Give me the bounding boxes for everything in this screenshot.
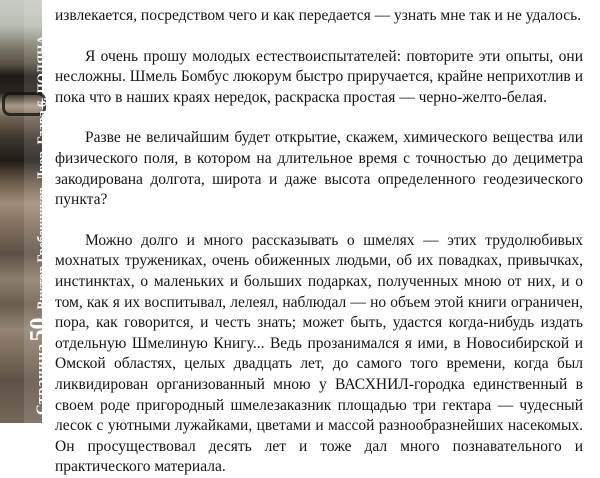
running-header [26,10,53,415]
paragraph-1: извлекается, посредством чего и как передается — узнать мне так и не удалось. [55,7,582,24]
body-text [55,6,583,478]
paragraph-2: Я очень прошу молодых естествоиспытателей: повторите эти опыты, они несложны. Шмель Бомбус люкорум быстро приручается, крайне неприхотлив и пока что в наших краях нередок, раскраска простая — черно-желто-белая. [55,47,583,106]
chapter-title: ПОЛЯНА [34,35,49,94]
paragraph-4: Можно долго и много рассказывать о шмелях — этих трудолюбивых мохнатых тружениках, очень обиженных людьми, об их повадках, привычках, инстинктах, о маленьких и больших подарках, полученных мною от них, и о том, как я их воспитывал, лелеял, наблюдал — но объем этой книги ограничен, пора, как говорится, и честь знать; может быть, удастся когда-нибудь издать отдельную Шмелиную Книгу... Ведь прозанимался я ими, в Новосибирской и Омской областях, целых двадцать лет, до самого того времени, когда был ликвидирован организованный мною у ВАСХНИЛ-городка единственный в своем роде пригородный шмелезаказник площадью три гектара — чудесный лесок с уютными лужайками, цветами и массой разнообразнейших насекомых. Он просуществовал десять лет и тоже дал много познавательного и практического материала. [55,231,583,476]
page-sidebar [0,0,52,423]
page-number: 50 [26,317,52,342]
page-label: Страница [34,343,50,415]
paragraph-3: Разве не величайшим будет открытие, скажем, химического вещества или физического поля, в котором на длительное время с точностью до дециметра закодирована долгота, широта и даже высота определенного геодезического пункта? [55,129,583,209]
author-chapter-info: Виктор Гребенников. Двор. Глава 6. [34,97,49,310]
